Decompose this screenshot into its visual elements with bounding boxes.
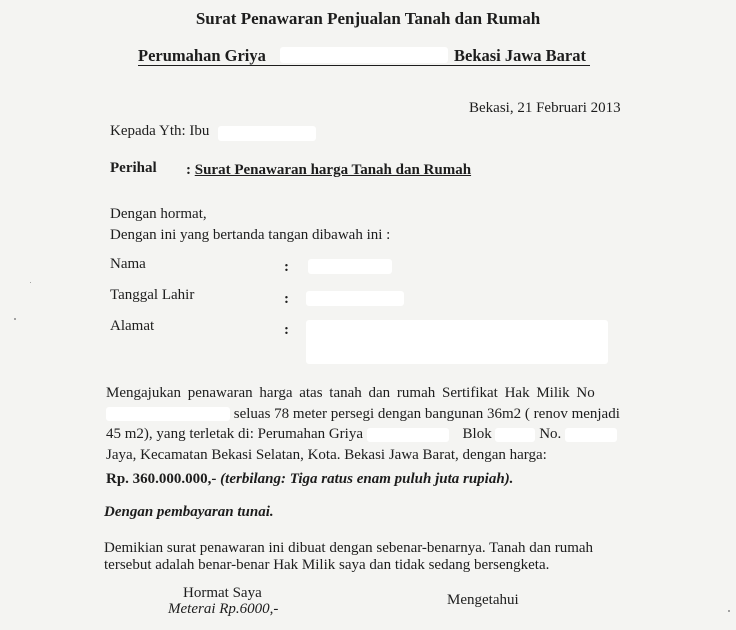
greeting-line-2: Dengan ini yang bertanda tangan dibawah ini : bbox=[110, 227, 391, 243]
redaction-certificate-number bbox=[106, 407, 230, 421]
offer-line-4: Jaya, Kecamatan Bekasi Selatan, Kota. Bekasi Jawa Barat, dengan harga: bbox=[106, 446, 547, 463]
redaction-housing-name-2 bbox=[367, 428, 449, 442]
subject-colon: : bbox=[186, 162, 191, 178]
field-label-address: Alamat bbox=[110, 318, 155, 334]
scan-speck bbox=[30, 282, 31, 283]
offer-line-3-text: 45 m2), yang terletak di: Perumahan Griya bbox=[106, 426, 364, 442]
redaction-recipient-name bbox=[218, 126, 316, 141]
payment-method: Dengan pembayaran tunai. bbox=[104, 504, 274, 520]
subtitle-location: Bekasi Jawa Barat bbox=[454, 46, 586, 65]
scan-speck bbox=[728, 610, 730, 612]
offer-line-2-text: seluas 78 meter persegi dengan bangunan 36m2 ( renov menjadi bbox=[233, 405, 620, 422]
greeting-line-1: Dengan hormat, bbox=[110, 206, 207, 222]
price-in-words: (terbilang: Tiga ratus enam puluh juta rupiah). bbox=[220, 471, 514, 487]
closing-line-1: Demikian surat penawaran ini dibuat dengan sebenar-benarnya. Tanah dan rumah bbox=[104, 540, 594, 556]
no-label: No. bbox=[539, 426, 562, 442]
scan-speck bbox=[14, 318, 16, 320]
field-label-birthdate: Tanggal Lahir bbox=[110, 287, 195, 303]
subject-text: Surat Penawaran harga Tanah dan Rumah bbox=[194, 162, 472, 178]
signoff-text: Hormat Saya bbox=[183, 585, 262, 601]
stamp-note: Meterai Rp.6000,- bbox=[168, 601, 279, 617]
offer-line-3 bbox=[106, 424, 614, 445]
closing-line-2: tersebut adalah benar-benar Hak Milik saya dan tidak sedang bersengketa. bbox=[104, 557, 550, 573]
acknowledged-label: Mengetahui bbox=[447, 592, 519, 608]
letter-date: Bekasi, 21 Februari 2013 bbox=[469, 100, 621, 116]
subject-label: Perihal bbox=[110, 160, 157, 176]
letter-title: Surat Penawaran Penjualan Tanah dan Rumah bbox=[195, 9, 541, 28]
redaction-house-number bbox=[565, 428, 617, 442]
redaction-housing-name bbox=[280, 47, 448, 63]
offer-line-1: Mengajukan penawaran harga atas tanah dan rumah Sertifikat Hak Milik No bbox=[106, 385, 595, 401]
subtitle-underline bbox=[138, 65, 590, 66]
price-line bbox=[106, 471, 513, 488]
offer-paragraph bbox=[106, 383, 620, 465]
recipient-line: Kepada Yth: Ibu bbox=[110, 123, 210, 139]
redaction-birthdate-value bbox=[306, 291, 404, 306]
subject-value bbox=[186, 162, 471, 179]
price-amount: Rp. 360.000.000,- bbox=[106, 471, 217, 487]
field-colon-birthdate: : bbox=[284, 291, 289, 307]
subtitle-housing-name: Perumahan Griya bbox=[138, 46, 266, 65]
redaction-address-value bbox=[306, 320, 608, 364]
offer-line-2 bbox=[106, 404, 620, 425]
field-colon-address: : bbox=[284, 322, 289, 338]
field-colon-name: : bbox=[284, 259, 289, 275]
redaction-blok-number bbox=[495, 428, 535, 442]
field-label-name: Nama bbox=[110, 256, 146, 272]
blok-label: Blok bbox=[462, 426, 492, 442]
redaction-name-value bbox=[308, 259, 392, 274]
